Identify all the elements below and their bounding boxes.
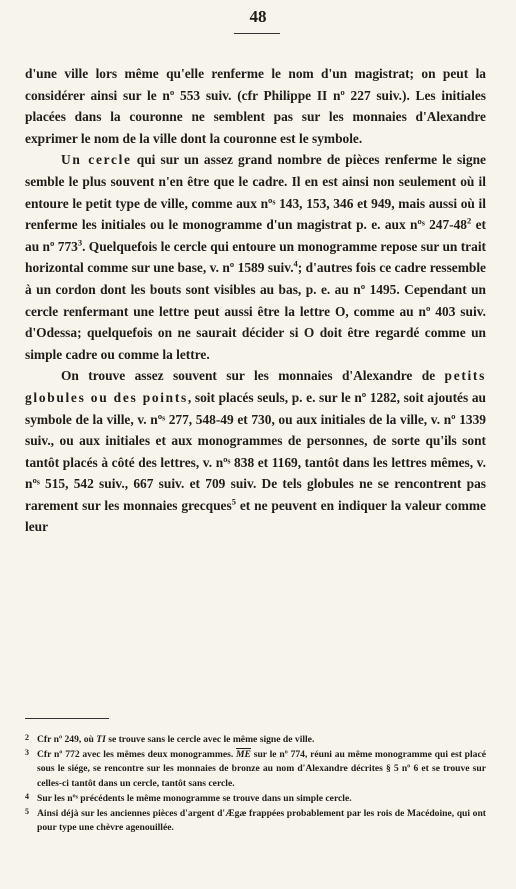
- footnote-text: Cfr nº 772 avec les mêmes deux monogrammes.: [37, 749, 237, 761]
- footnote-mark: 4: [25, 791, 29, 801]
- paragraph-1: d'une ville lors même qu'elle renferme le nom d'un magistrat; on peut la considérer ainsi sur le nº 553 suiv. (cfr Philippe II nº 227 suiv.). Les initiales placées dans la couronne ne semblent pas sur les monnaies d'Alexandre exprimer le nom de la ville dont la couronne est le symbole.: [25, 66, 486, 146]
- footnote-text: Ainsi déjà sur les anciennes pièces d'argent d'Ægæ frappées probablement par les rois de Macédoine, qui ont pour type une chèvre agenouillée.: [37, 808, 486, 834]
- footnote-text-after: se trouve sans le cercle avec le même signe de ville.: [105, 734, 315, 745]
- footnote-italic: $\overline{ME}$: [236, 749, 251, 761]
- footnote-5: [25, 807, 486, 835]
- footnote-mark: 2: [25, 733, 29, 742]
- paragraph-2-part-4: ; d'autres fois ce cadre ressemble à un cordon dont les bouts sont visibles au bas, p. e. au nº 1495. Cependant un cercle renfermant une lettre peut aussi être la lettre O, comme au nº 403 suiv. d'Odessa; quelquefois on ne saurait décider si O doit être regardé comme un simple cadre ou comme la lettre.: [25, 260, 486, 362]
- footnote-3: [25, 748, 486, 791]
- footnote-ref-4: 4: [293, 258, 298, 269]
- footnote-text: Sur les nºˢ précédents le même monogramme se trouve dans un simple cercle.: [37, 792, 352, 804]
- body-text: [25, 63, 486, 538]
- paragraph-2-part-1: qui sur un assez grand nombre de pièces renferme le signe semble le plus souvent n'en être que le cadre. Il en est ainsi non seulement où il entoure le petit type de ville, comme aux nºˢ 143, 153, 346 et 949, mais aussi où il renferme les initiales ou le monogramme d'un magistrat p. e. aux nºˢ 247-48: [25, 152, 486, 233]
- footnote-mark: 5: [25, 807, 29, 817]
- footnote-ref-2: 2: [467, 215, 472, 226]
- paragraph-3-part-1: , soit placés seuls, p. e. sur le nº 1282, soit ajoutés au symbole de la ville, v. nºˢ 277, 548-49 et 730, ou aux initiales de la ville, v. nº 1339 suiv., ou aux initiales et aux monogrammes de personnes, de sorte qu'ils sont tantôt placés à côté des lettres, v. nºˢ 838 et 1169, tantôt dans les lettres mêmes, v. nºˢ 515, 542 suiv., 667 suiv. et 709 suiv. De tels globules ne se rencontrent pas rarement sur les monnaies grecques: [25, 389, 486, 513]
- footnote-2: [25, 733, 486, 747]
- footnote-ref-3: 3: [77, 237, 83, 248]
- keyword-cercle: Un cercle: [61, 152, 132, 168]
- paragraph-3-part-2: et ne peuvent en indiquer la valeur comme leur: [25, 497, 487, 535]
- paragraph-3: [25, 365, 486, 538]
- paragraph-3-part-0: On trouve assez souvent sur les monnaies d'Alexandre de: [61, 368, 445, 384]
- keyword-globules: petits globules ou des points: [25, 368, 486, 405]
- paragraph-2: [25, 149, 486, 365]
- footnote-4: [25, 792, 486, 806]
- page-number: 48: [249, 7, 267, 26]
- footnote-rule: [25, 718, 109, 719]
- footnote-ref-5: 5: [231, 496, 236, 507]
- page-number-rule: [234, 33, 280, 34]
- paragraph-2-part-2: et au nº 773: [25, 217, 486, 254]
- footnote-mark: 3: [25, 748, 29, 758]
- footnote-italic: TI: [96, 734, 106, 745]
- footnote-text: Cfr nº 249, où: [37, 734, 97, 745]
- footnotes: [25, 733, 486, 836]
- paragraph-2-part-3: . Quelquefois le cercle qui entoure un monogramme repose sur un trait horizontal comme sur une base, v. nº 1589 suiv.: [25, 238, 486, 276]
- footnote-text-after: sur le nº 774, réuni au même monogramme qui est placé sous le siége, se rencontre sur les monnaies de bronze au nom d'Alexandre décrites § 5 nº 6 et se trouve sur celles-ci tantôt dans un cercle, tantôt sans cercle.: [37, 749, 486, 789]
